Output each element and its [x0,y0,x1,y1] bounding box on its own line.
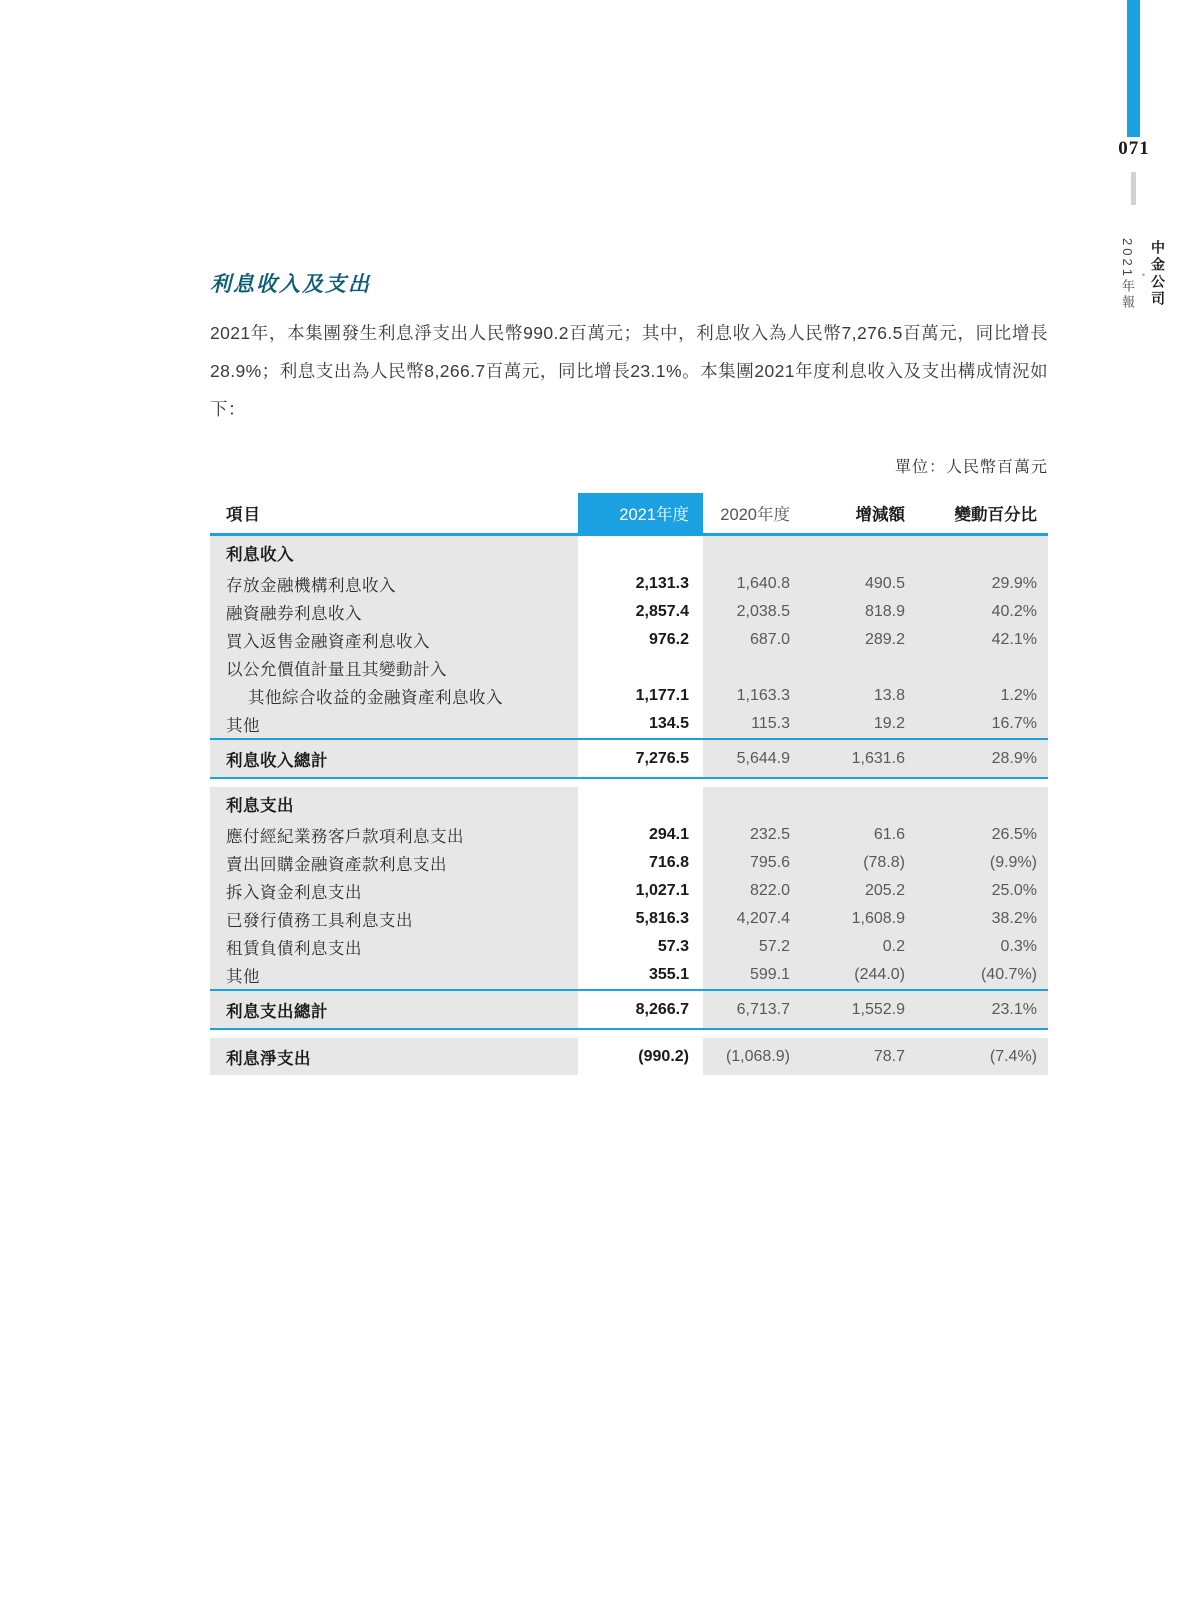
cell-2021: 1,177.1 [578,682,703,710]
table-row [210,654,1048,682]
cell-2021: 1,027.1 [578,877,703,905]
cell-pct: (7.4%) [919,1038,1048,1075]
header-pct: 變動百分比 [954,506,1037,524]
table-row [210,877,1048,905]
cell-delta: 1,552.9 [804,991,919,1028]
table-row [210,821,1048,849]
table-header-row [210,493,1048,533]
sidebar-caption [1118,238,1168,311]
table-row [210,961,1048,989]
cell-delta: 818.9 [804,598,919,626]
row-label: 買入返售金融資產利息收入 [210,626,578,654]
cell-2020: 57.2 [703,933,804,961]
cell-pct: 40.2% [919,598,1048,626]
cell-2021: 2,131.3 [578,570,703,598]
section-title: 利息收入及支出 [210,273,371,296]
table-row [210,905,1048,933]
table-row [210,570,1048,598]
cell-pct: 23.1% [919,991,1048,1028]
cell-pct: 16.7% [919,710,1048,738]
cell-2020 [703,787,804,821]
main-content [210,268,1048,1075]
cell-pct: 1.2% [919,682,1048,710]
cell-2020 [703,654,804,682]
cell-pct: 29.9% [919,570,1048,598]
cell-delta [804,654,919,682]
cell-2020: 795.6 [703,849,804,877]
cell-pct: 28.9% [919,740,1048,777]
cell-delta: (244.0) [804,961,919,989]
table-row [210,1038,1048,1075]
cell-pct: 26.5% [919,821,1048,849]
page-number: 071 [1118,138,1150,159]
cell-2021: 57.3 [578,933,703,961]
table-row [210,626,1048,654]
unit-label: 單位：人民幣百萬元 [894,459,1048,476]
header-delta: 增減額 [855,506,905,524]
cell-2020: 822.0 [703,877,804,905]
cell-2021: 7,276.5 [578,740,703,777]
cell-2020: 6,713.7 [703,991,804,1028]
cell-pct: (40.7%) [919,961,1048,989]
cell-delta: (78.8) [804,849,919,877]
cell-delta: 61.6 [804,821,919,849]
table-row [210,849,1048,877]
cell-pct: 42.1% [919,626,1048,654]
row-label: 以公允價值計量且其變動計入 [210,654,578,682]
cell-delta: 19.2 [804,710,919,738]
cell-delta: 289.2 [804,626,919,654]
cell-2021 [578,787,703,821]
table-row [210,598,1048,626]
cell-pct: 0.3% [919,933,1048,961]
cell-delta: 78.7 [804,1038,919,1075]
cell-2021: 5,816.3 [578,905,703,933]
cell-2020: 1,163.3 [703,682,804,710]
cell-2021: (990.2) [578,1038,703,1075]
cell-2020: (1,068.9) [703,1038,804,1075]
table-row [210,682,1048,710]
row-label: 利息支出總計 [210,991,578,1028]
interest-table [210,493,1048,1075]
cell-2020: 4,207.4 [703,905,804,933]
cell-2021: 976.2 [578,626,703,654]
cell-2020: 2,038.5 [703,598,804,626]
cell-delta: 205.2 [804,877,919,905]
cell-2021: 134.5 [578,710,703,738]
row-label: 拆入資金利息支出 [210,877,578,905]
table-row [210,536,1048,570]
cell-2021: 355.1 [578,961,703,989]
header-2020: 2020年度 [720,506,790,524]
sidebar-separator-dot: • [1137,272,1148,277]
cell-2020: 687.0 [703,626,804,654]
cell-delta [804,787,919,821]
table-row [210,710,1048,738]
row-label: 存放金融機構利息收入 [210,570,578,598]
table-body [210,536,1048,1075]
section-gap [210,1030,1048,1038]
cell-2020: 5,644.9 [703,740,804,777]
page-number-tick [1131,172,1136,205]
row-label: 賣出回購金融資產款利息支出 [210,849,578,877]
header-2021: 2021年度 [578,493,703,533]
cell-delta: 0.2 [804,933,919,961]
cell-2020: 232.5 [703,821,804,849]
table-row [210,787,1048,821]
cell-pct: 38.2% [919,905,1048,933]
cell-delta: 13.8 [804,682,919,710]
row-label: 已發行債務工具利息支出 [210,905,578,933]
row-label: 其他 [210,710,578,738]
row-label: 租賃負債利息支出 [210,933,578,961]
cell-2020 [703,536,804,570]
sidebar-report-year: 2021年報 [1120,238,1135,311]
row-label: 利息支出 [210,787,578,821]
sidebar-company-name: 中金公司 [1150,240,1166,309]
cell-2021 [578,536,703,570]
intro-paragraph: 2021年，本集團發生利息淨支出人民幣990.2百萬元；其中，利息收入為人民幣7,276.5百萬元，同比增長28.9%；利息支出為人民幣8,266.7百萬元，同比增長23.1%。本集團2021年度利息收入及支出構成情況如下： [210,323,1048,419]
row-label: 融資融券利息收入 [210,598,578,626]
table-row [210,933,1048,961]
row-label: 利息收入 [210,536,578,570]
row-label: 其他綜合收益的金融資產利息收入 [210,682,578,710]
accent-bar [1127,0,1140,137]
cell-pct: (9.9%) [919,849,1048,877]
cell-pct [919,536,1048,570]
row-label: 利息淨支出 [210,1038,578,1075]
row-label: 其他 [210,961,578,989]
cell-delta: 490.5 [804,570,919,598]
cell-2020: 115.3 [703,710,804,738]
table-row [210,991,1048,1028]
cell-2021: 2,857.4 [578,598,703,626]
cell-2021: 716.8 [578,849,703,877]
cell-delta: 1,631.6 [804,740,919,777]
cell-2021: 8,266.7 [578,991,703,1028]
cell-pct [919,787,1048,821]
cell-pct [919,654,1048,682]
section-gap [210,779,1048,787]
cell-delta: 1,608.9 [804,905,919,933]
table-row [210,740,1048,777]
cell-2020: 599.1 [703,961,804,989]
cell-2021: 294.1 [578,821,703,849]
row-label: 利息收入總計 [210,740,578,777]
row-label: 應付經紀業務客戶款項利息支出 [210,821,578,849]
cell-2021 [578,654,703,682]
cell-2020: 1,640.8 [703,570,804,598]
cell-pct: 25.0% [919,877,1048,905]
cell-delta [804,536,919,570]
header-item: 項目 [226,506,261,524]
